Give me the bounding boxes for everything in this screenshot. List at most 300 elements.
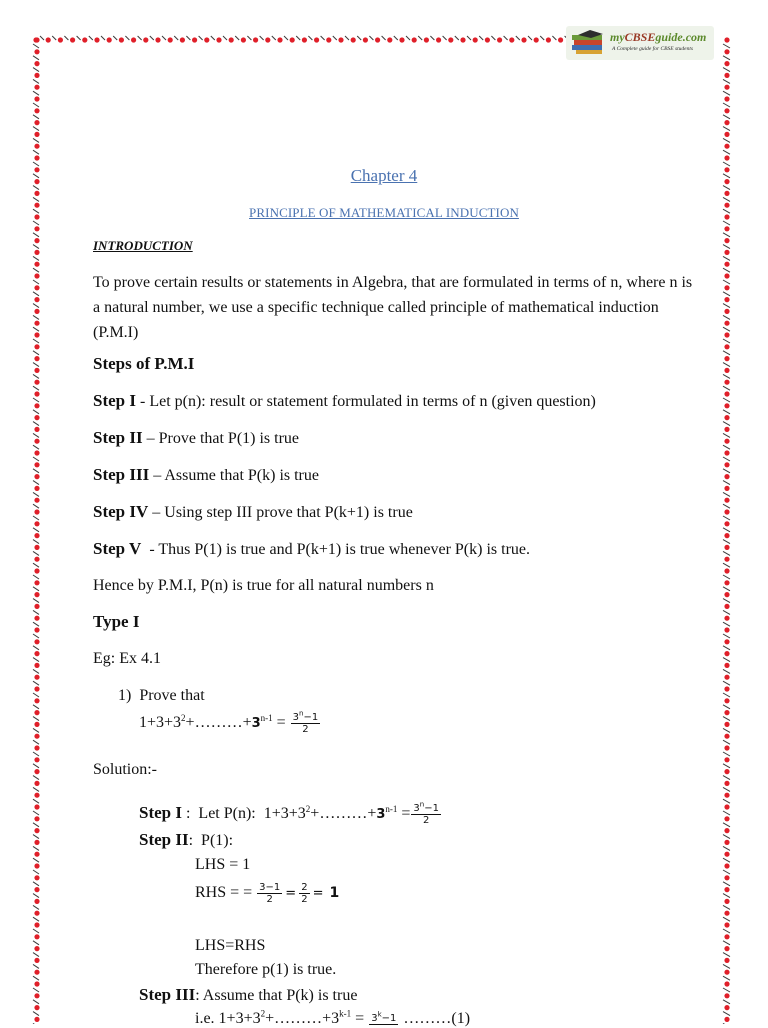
- border-dash: [723, 882, 730, 886]
- border-dot: [724, 922, 729, 927]
- border-dot: [34, 651, 39, 656]
- border-dot: [34, 49, 39, 54]
- border-dot: [724, 332, 729, 337]
- border-dot: [34, 734, 39, 739]
- border-dash: [723, 516, 730, 520]
- border-dot: [724, 722, 729, 727]
- border-dot: [724, 49, 729, 54]
- border-dash: [260, 36, 264, 40]
- border-dot: [724, 675, 729, 680]
- border-dash: [33, 835, 39, 839]
- lhs-equals-rhs: LHS=RHS: [195, 937, 266, 954]
- border-dash: [723, 504, 730, 508]
- border-dash: [33, 304, 39, 308]
- intro-paragraph: To prove certain results or statements in Algebra, that are formulated in terms of n, where n is a natural number, we use a specific technique called principle of mathematical induction (P.M.I): [93, 274, 693, 341]
- border-dot: [473, 37, 478, 42]
- border-dash: [418, 36, 422, 40]
- border-dot: [34, 675, 39, 680]
- border-dot: [724, 498, 729, 503]
- border-dot: [724, 568, 729, 573]
- border-dot: [724, 368, 729, 373]
- border-dot: [302, 37, 307, 42]
- border-dot: [34, 1017, 39, 1022]
- type-heading: Type I: [93, 612, 140, 631]
- step-item: Step I - Let p(n): result or statement formulated in terms of n (given question): [93, 391, 596, 410]
- border-dot: [724, 757, 729, 762]
- border-dot: [216, 37, 221, 42]
- border-dot: [34, 474, 39, 479]
- border-dot: [724, 108, 729, 113]
- border-dot: [290, 37, 295, 42]
- border-dash: [33, 917, 39, 921]
- border-dot: [724, 462, 729, 467]
- border-dot: [338, 37, 343, 42]
- border-dot: [34, 226, 39, 231]
- border-dot: [46, 37, 51, 42]
- border-dash: [723, 964, 730, 968]
- border-dash: [345, 36, 349, 40]
- border-dash: [33, 127, 39, 131]
- border-dot: [34, 958, 39, 963]
- border-dash: [723, 587, 730, 591]
- border-dash: [504, 36, 508, 40]
- border-dash: [33, 492, 39, 496]
- border-dash: [723, 787, 730, 791]
- border-dot: [724, 816, 729, 821]
- border-dot: [34, 769, 39, 774]
- border-dot: [34, 863, 39, 868]
- border-dash: [33, 787, 39, 791]
- border-dot: [34, 828, 39, 833]
- border-dash: [723, 445, 730, 449]
- border-dot: [34, 627, 39, 632]
- border-dot: [724, 415, 729, 420]
- border-dash: [723, 622, 730, 626]
- border-dot: [34, 757, 39, 762]
- border-dash: [77, 36, 81, 40]
- border-dash: [33, 858, 39, 862]
- border-dash: [552, 36, 556, 40]
- border-dash: [33, 327, 39, 331]
- border-dash: [33, 551, 39, 555]
- border-dash: [33, 658, 39, 662]
- problem-label: 1) Prove that: [118, 687, 205, 704]
- border-dash: [33, 103, 39, 107]
- border-dash: [284, 36, 288, 40]
- border-dot: [724, 439, 729, 444]
- border-dash: [723, 599, 730, 603]
- border-dash: [491, 36, 495, 40]
- border-dash: [33, 705, 39, 709]
- border-dot: [724, 639, 729, 644]
- border-dash: [723, 634, 730, 638]
- border-dot: [724, 144, 729, 149]
- chapter-topic: PRINCIPLE OF MATHEMATICAL INDUCTION: [249, 205, 519, 220]
- p1-true-line: Therefore p(1) is true.: [195, 961, 337, 978]
- border-dash: [723, 327, 730, 331]
- border-dash: [723, 740, 730, 744]
- border-dash: [723, 976, 730, 980]
- border-dash: [33, 268, 39, 272]
- border-dot: [724, 155, 729, 160]
- border-dash: [33, 929, 39, 933]
- border-dot: [34, 73, 39, 78]
- border-dash: [723, 245, 730, 249]
- border-dash: [199, 36, 203, 40]
- border-dash: [33, 870, 39, 874]
- border-dot: [34, 934, 39, 939]
- border-dash: [723, 658, 730, 662]
- border-dot: [70, 37, 75, 42]
- border-dot: [326, 37, 331, 42]
- border-dash: [723, 941, 730, 945]
- border-dot: [34, 415, 39, 420]
- border-dot: [34, 993, 39, 998]
- border-dash: [723, 44, 730, 48]
- border-dot: [34, 509, 39, 514]
- border-dash: [33, 622, 39, 626]
- border-dot: [155, 37, 160, 42]
- border-dot: [724, 745, 729, 750]
- border-dash: [723, 799, 730, 803]
- border-dash: [33, 740, 39, 744]
- border-dot: [34, 403, 39, 408]
- border-dot: [34, 120, 39, 125]
- border-dash: [540, 36, 544, 40]
- border-dot: [724, 804, 729, 809]
- border-dot: [724, 191, 729, 196]
- border-dot: [724, 663, 729, 668]
- border-dot: [558, 37, 563, 42]
- border-dot: [363, 37, 368, 42]
- border-dot: [34, 191, 39, 196]
- border-dot: [724, 61, 729, 66]
- border-dot: [34, 309, 39, 314]
- border-dash: [723, 374, 730, 378]
- border-dash: [113, 36, 117, 40]
- border-dot: [724, 604, 729, 609]
- border-dot: [724, 828, 729, 833]
- border-dot: [107, 37, 112, 42]
- border-dash: [52, 36, 56, 40]
- border-dot: [724, 993, 729, 998]
- border-dash: [723, 433, 730, 437]
- border-dash: [723, 551, 730, 555]
- border-dot: [265, 37, 270, 42]
- border-dot: [34, 533, 39, 538]
- border-dot: [34, 875, 39, 880]
- border-dash: [723, 563, 730, 567]
- border-dash: [33, 398, 39, 402]
- chapter-title: Chapter 4: [350, 166, 418, 185]
- border-dot: [34, 462, 39, 467]
- border-dash: [723, 929, 730, 933]
- border-dash: [321, 36, 325, 40]
- border-dash: [150, 36, 154, 40]
- step-item: Step IV – Using step III prove that P(k+1) is true: [93, 502, 413, 521]
- border-dot: [34, 804, 39, 809]
- border-dot: [436, 37, 441, 42]
- border-dot: [724, 627, 729, 632]
- border-dash: [723, 280, 730, 284]
- border-dot: [58, 37, 63, 42]
- border-dot: [34, 155, 39, 160]
- border-dash: [101, 36, 105, 40]
- border-dash: [33, 587, 39, 591]
- border-dash: [430, 36, 434, 40]
- border-dash: [723, 386, 730, 390]
- border-dash: [33, 752, 39, 756]
- border-dot: [724, 262, 729, 267]
- border-dot: [724, 120, 729, 125]
- border-dash: [723, 268, 730, 272]
- border-dot: [724, 734, 729, 739]
- border-dash: [723, 186, 730, 190]
- border-dash: [723, 256, 730, 260]
- border-dot: [34, 380, 39, 385]
- border-dot: [34, 37, 39, 42]
- border-dot: [724, 887, 729, 892]
- border-dash: [723, 292, 730, 296]
- border-dash: [723, 905, 730, 909]
- border-dash: [33, 433, 39, 437]
- border-dash: [723, 846, 730, 850]
- border-dot: [34, 922, 39, 927]
- border-dash: [162, 36, 166, 40]
- border-dash: [33, 599, 39, 603]
- border-dot: [724, 73, 729, 78]
- border-dot: [724, 250, 729, 255]
- border-dot: [34, 639, 39, 644]
- border-dot: [34, 911, 39, 916]
- fraction: $\frac{3-1}{2}$: [259, 882, 281, 905]
- border-dash: [33, 162, 39, 166]
- border-dot: [34, 568, 39, 573]
- step-item: Step V - Thus P(1) is true and P(k+1) is true whenever P(k) is true.: [93, 539, 530, 558]
- border-dash: [723, 315, 730, 319]
- border-dash: [723, 528, 730, 532]
- border-dash: [33, 138, 39, 142]
- border-dot: [724, 781, 729, 786]
- border-dot: [34, 108, 39, 113]
- border-dash: [33, 540, 39, 544]
- border-dot: [724, 580, 729, 585]
- border-dot: [34, 132, 39, 137]
- border-dot: [34, 745, 39, 750]
- border-dash: [723, 681, 730, 685]
- border-dot: [724, 450, 729, 455]
- border-dot: [34, 450, 39, 455]
- border-dash: [723, 953, 730, 957]
- border-dash: [33, 280, 39, 284]
- border-dash: [33, 1012, 39, 1016]
- border-dash: [33, 56, 39, 60]
- border-dot: [34, 61, 39, 66]
- border-dot: [314, 37, 319, 42]
- border-dash: [33, 1000, 39, 1004]
- problem-equation: $1+3+3^2+\dots\dots\dots+3^{n-1}$ = $\frac{3^n-1}{2}$: [139, 709, 319, 735]
- border-dash: [33, 256, 39, 260]
- border-dash: [723, 162, 730, 166]
- border-dash: [33, 457, 39, 461]
- border-dot: [204, 37, 209, 42]
- border-dot: [143, 37, 148, 42]
- border-dot: [724, 686, 729, 691]
- border-dash: [723, 91, 730, 95]
- border-dot: [131, 37, 136, 42]
- border-dot: [724, 391, 729, 396]
- border-dash: [723, 150, 730, 154]
- border-dash: [723, 575, 730, 579]
- border-dash: [33, 351, 39, 355]
- border-dot: [724, 509, 729, 514]
- border-dot: [399, 37, 404, 42]
- border-dash: [723, 646, 730, 650]
- border-dot: [724, 1005, 729, 1010]
- border-dash: [723, 68, 730, 72]
- border-dot: [34, 899, 39, 904]
- border-dash: [89, 36, 93, 40]
- border-dash: [723, 351, 730, 355]
- border-dot: [34, 486, 39, 491]
- border-dot: [521, 37, 526, 42]
- border-dash: [723, 811, 730, 815]
- border-dash: [64, 36, 68, 40]
- border-dash: [33, 610, 39, 614]
- border-dash: [33, 245, 39, 249]
- border-dash: [723, 398, 730, 402]
- border-dot: [724, 616, 729, 621]
- border-dot: [724, 132, 729, 137]
- border-dash: [723, 457, 730, 461]
- fraction: $\frac{3^n-1}{2}$: [413, 800, 439, 826]
- border-dot: [34, 557, 39, 562]
- border-dash: [33, 315, 39, 319]
- border-dot: [724, 474, 729, 479]
- border-dash: [33, 386, 39, 390]
- border-dot: [34, 793, 39, 798]
- assumption-equation: i.e. $1+3+3^2+\dots\dots\dots+3^{k-1}$ = $3^k-1$ ………(1): [195, 1008, 471, 1027]
- border-dot: [34, 698, 39, 703]
- border-dash: [723, 1000, 730, 1004]
- border-dash: [33, 504, 39, 508]
- border-dash: [296, 36, 300, 40]
- step-item: Step II – Prove that P(1) is true: [93, 428, 300, 447]
- border-dash: [174, 36, 178, 40]
- border-dot: [724, 321, 729, 326]
- border-dot: [724, 899, 729, 904]
- border-dot: [534, 37, 539, 42]
- border-dash: [33, 150, 39, 154]
- border-dot: [724, 273, 729, 278]
- border-dot: [34, 250, 39, 255]
- border-dot: [724, 934, 729, 939]
- border-dash: [369, 36, 373, 40]
- border-dot: [724, 344, 729, 349]
- steps-conclusion: Hence by P.M.I, P(n) is true for all natural numbers n: [93, 577, 434, 594]
- border-dash: [467, 36, 471, 40]
- border-dash: [723, 917, 730, 921]
- solution-step3: Step III: Assume that P(k) is true: [139, 985, 358, 1004]
- border-dash: [33, 44, 39, 48]
- border-dash: [723, 127, 730, 131]
- border-dot: [724, 403, 729, 408]
- border-dot: [34, 616, 39, 621]
- border-dash: [33, 823, 39, 827]
- border-dash: [723, 233, 730, 237]
- border-dot: [724, 37, 729, 42]
- border-dot: [724, 356, 729, 361]
- rhs-line: RHS = = $\frac{3-1}{2}$ = $\frac{2}{2}$ = 1: [195, 882, 340, 905]
- border-dot: [724, 486, 729, 491]
- border-dot: [119, 37, 124, 42]
- border-dot: [34, 144, 39, 149]
- border-dot: [34, 946, 39, 951]
- border-dash: [723, 339, 730, 343]
- border-dot: [34, 391, 39, 396]
- border-dash: [272, 36, 276, 40]
- border-dash: [33, 339, 39, 343]
- border-dash: [235, 36, 239, 40]
- border-dash: [223, 36, 227, 40]
- border-dash: [33, 91, 39, 95]
- border-dot: [34, 344, 39, 349]
- border-dash: [723, 693, 730, 697]
- border-dot: [724, 238, 729, 243]
- border-dot: [94, 37, 99, 42]
- border-dash: [33, 634, 39, 638]
- border-dash: [33, 894, 39, 898]
- border-dash: [33, 964, 39, 968]
- border-dash: [723, 764, 730, 768]
- border-dot: [34, 521, 39, 526]
- border-dash: [33, 976, 39, 980]
- border-dot: [34, 238, 39, 243]
- border-dot: [34, 840, 39, 845]
- border-dot: [277, 37, 282, 42]
- border-dash: [528, 36, 532, 40]
- border-dash: [33, 905, 39, 909]
- border-dot: [34, 498, 39, 503]
- border-dash: [723, 752, 730, 756]
- border-dot: [724, 309, 729, 314]
- border-dot: [34, 781, 39, 786]
- border-dot: [34, 85, 39, 90]
- border-dash: [723, 823, 730, 827]
- border-dash: [723, 540, 730, 544]
- border-dot: [34, 970, 39, 975]
- border-dot: [34, 545, 39, 550]
- border-dash: [33, 953, 39, 957]
- border-dash: [723, 669, 730, 673]
- example-label: Eg: Ex 4.1: [93, 650, 161, 667]
- border-dot: [34, 96, 39, 101]
- border-dash: [723, 705, 730, 709]
- border-dash: [723, 1012, 730, 1016]
- border-dot: [509, 37, 514, 42]
- border-dash: [138, 36, 142, 40]
- border-dot: [253, 37, 258, 42]
- border-dot: [34, 262, 39, 267]
- solution-step2: Step II: P(1):: [139, 830, 234, 849]
- border-dash: [723, 363, 730, 367]
- border-dash: [723, 115, 730, 119]
- border-dash: [33, 681, 39, 685]
- border-dash: [33, 776, 39, 780]
- border-dot: [34, 981, 39, 986]
- border-dot: [724, 96, 729, 101]
- lhs-line: LHS = 1: [195, 856, 251, 873]
